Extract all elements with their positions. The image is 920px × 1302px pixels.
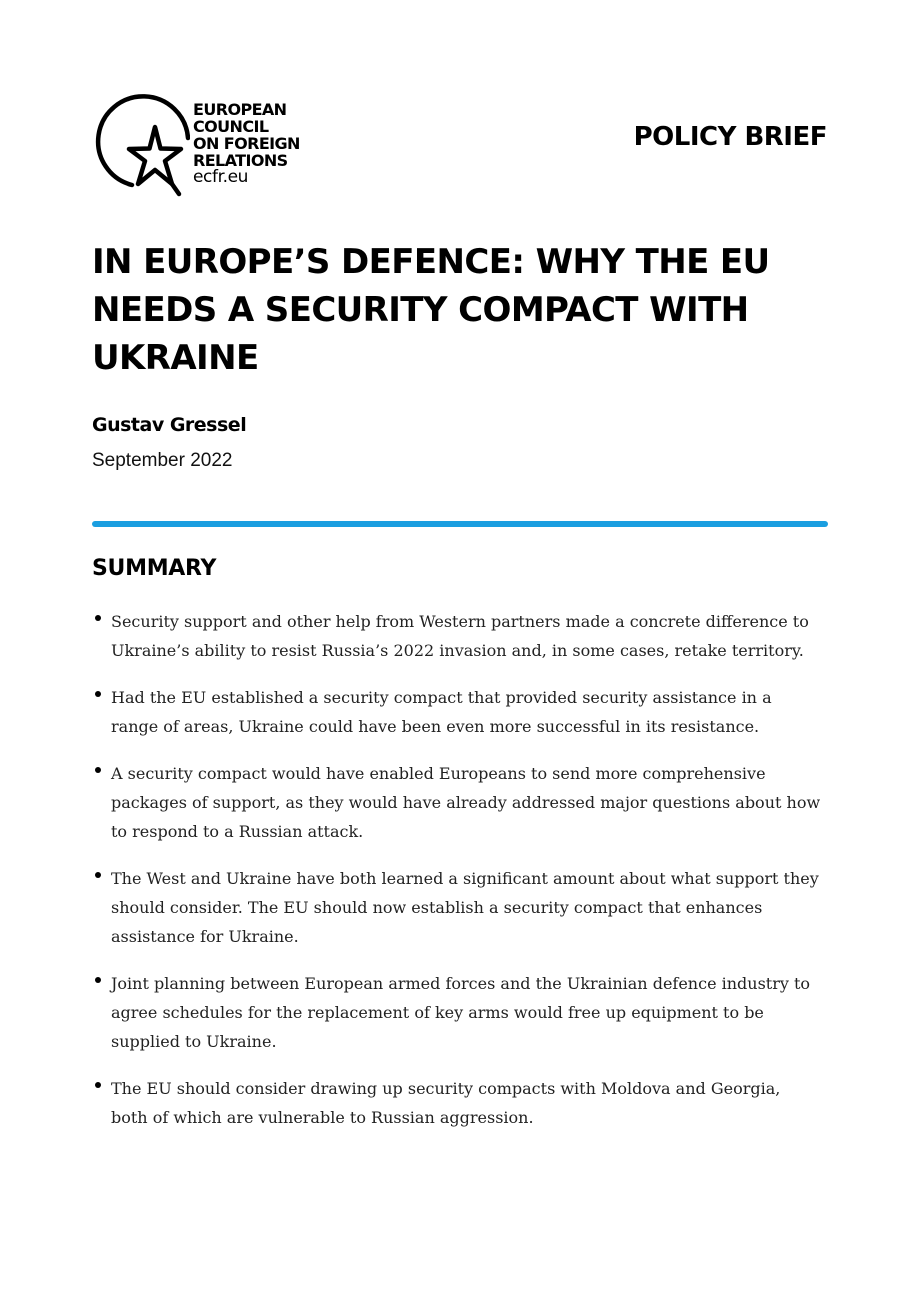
logo-line-1: EUROPEAN <box>193 100 287 119</box>
logo-line-4: RELATIONS <box>193 151 288 170</box>
page-title: IN EUROPE’S DEFENCE: WHY THE EU NEEDS A SECURITY COMPACT WITH UKRAINE <box>92 242 770 378</box>
summary-item-text: A security compact would have enabled Europeans to send more comprehensive packages of support, as they would have already addressed major questions about how to respond to a Russian attack. <box>111 764 821 841</box>
bullet-dot-icon <box>95 977 101 983</box>
bullet-dot-icon <box>95 691 101 697</box>
circle-star-icon <box>90 90 190 198</box>
summary-item-text: The EU should consider drawing up security compacts with Moldova and Georgia, both of which are vulnerable to Russian aggression. <box>111 1079 781 1127</box>
summary-list <box>92 607 822 1150</box>
bullet-dot-icon <box>95 1082 101 1088</box>
bullet-dot-icon <box>95 872 101 878</box>
section-divider <box>92 521 828 527</box>
document-type-label: POLICY BRIEF <box>633 122 827 152</box>
bullet-dot-icon <box>95 615 101 621</box>
summary-item-text: Joint planning between European armed forces and the Ukrainian defence industry to agree schedules for the replacement of key arms would free up equipment to be supplied to Ukraine. <box>111 974 811 1051</box>
summary-item <box>92 864 822 951</box>
summary-item-text: Had the EU established a security compact that provided security assistance in a range of areas, Ukraine could have been even more successful in its resistance. <box>111 688 772 736</box>
summary-item <box>92 1074 822 1132</box>
summary-heading: SUMMARY <box>92 556 217 581</box>
bullet-dot-icon <box>95 767 101 773</box>
logo-line-3: ON FOREIGN <box>193 134 300 153</box>
summary-item <box>92 683 822 741</box>
logo-wordmark <box>193 101 300 186</box>
logo-line-2: COUNCIL <box>193 117 269 136</box>
summary-item <box>92 759 822 846</box>
summary-item <box>92 607 822 665</box>
logo-url: ecfr.eu <box>193 167 249 187</box>
summary-item <box>92 969 822 1056</box>
ecfr-logo <box>90 90 320 198</box>
publication-date: September 2022 <box>92 450 233 471</box>
summary-item-text: Security support and other help from Western partners made a concrete difference to Ukraine’s ability to resist Russia’s 2022 invasion and, in some cases, retake territory. <box>111 612 809 660</box>
author-name: Gustav Gressel <box>92 414 247 436</box>
summary-item-text: The West and Ukraine have both learned a significant amount about what support they should consider. The EU should now establish a security compact that enhances assistance for Ukraine. <box>111 869 819 946</box>
